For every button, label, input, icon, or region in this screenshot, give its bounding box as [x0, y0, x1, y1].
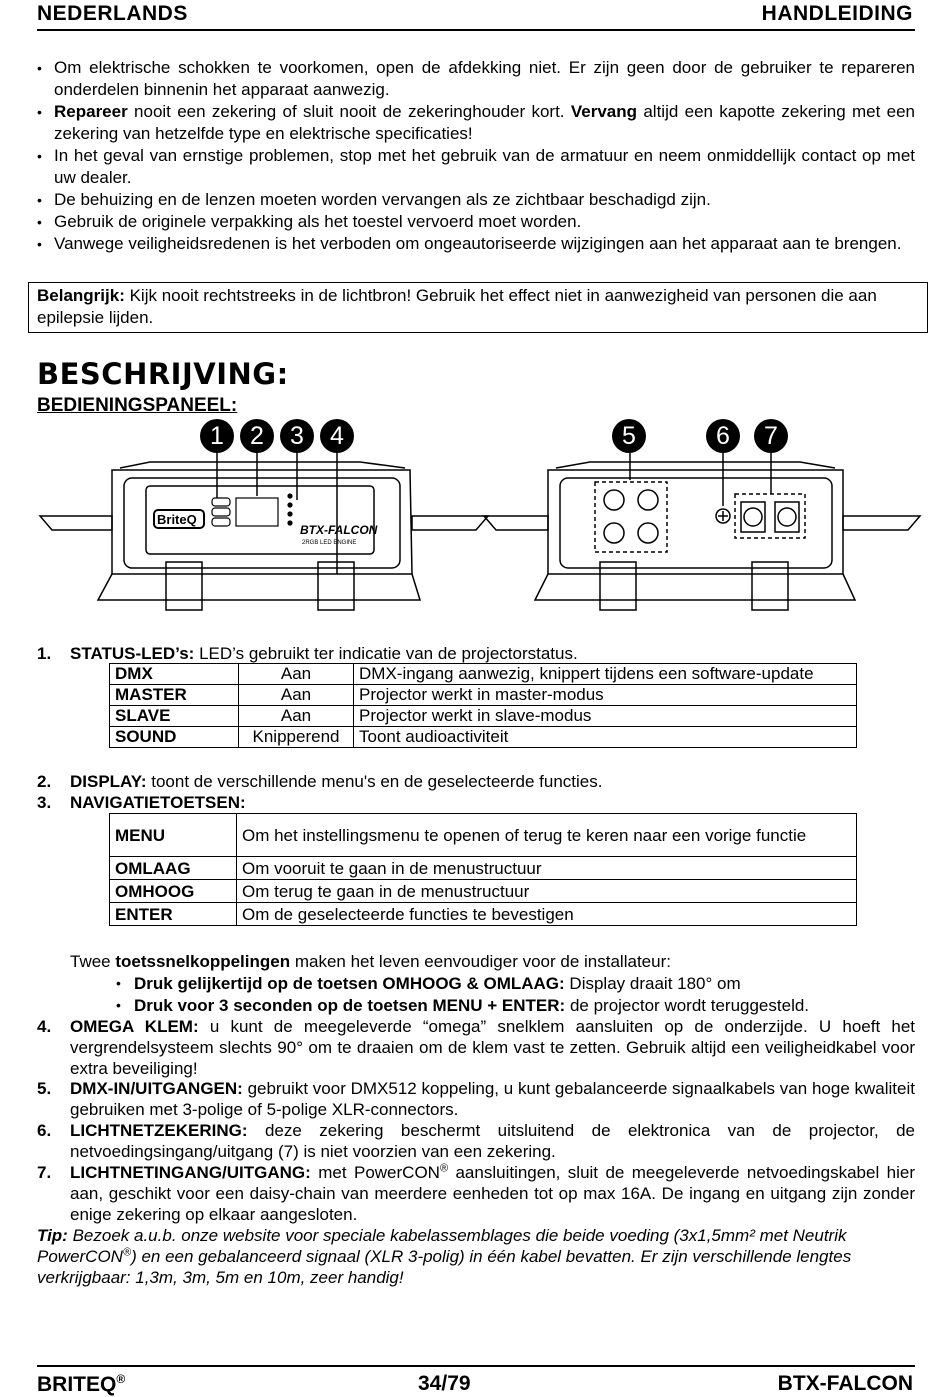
- item-nav-keys: 3. NAVIGATIETOETSEN:: [37, 793, 246, 812]
- item-mains-io: 7. LICHTNETINGANG/UITGANG: met PowerCON® aansluitingen, sluit de meegeleverde netvoedingskabel hier aan, geschikt voor een daisy-chain van meerdere eenheden tot op max 16A. De ingang en uitgang zijn zonder enige zekering op elkaar aangesloten.: [37, 1162, 915, 1224]
- control-panel-diagram: [0, 440, 950, 625]
- shortcuts-intro: Twee toetssnelkoppelingen maken het leven eenvoudiger voor de installateur:: [70, 952, 671, 971]
- footer-rule: [37, 1365, 915, 1367]
- item-omega-clamp: 4. OMEGA KLEM: u kunt de meegeleverde “omega” snelklem aansluiten op de onderzijde. U hoeft het vergrendelsysteem slechts 90° om te draaien om de klem vast te zetten. Gebruik altijd een veiligheidkabel voor extra beveiliging!: [37, 1017, 915, 1078]
- table-row: SOUND Knipperend Toont audioactiviteit: [110, 727, 857, 748]
- status-led-table: [109, 663, 857, 748]
- table-row: MASTER Aan Projector werkt in master-modus: [110, 685, 857, 706]
- item-dmx-io: 5. DMX-IN/UITGANGEN: gebruikt voor DMX512 koppeling, u kunt gebalanceerde signaalkabels van hoge kwaliteit gebruiken met 3-polige of 5-polige XLR-connectors.: [37, 1079, 915, 1119]
- table-row: ENTER Om de geselecteerde functies te bevestigen: [110, 903, 857, 926]
- callout-2: 2: [240, 419, 274, 453]
- callout-6: 6: [706, 419, 740, 453]
- table-row: OMHOOG Om terug te gaan in de menustructuur: [110, 880, 857, 903]
- table-row: DMX Aan DMX-ingang aanwezig, knippert tijdens een software-update: [110, 664, 857, 685]
- header-right: HANDLEIDING: [761, 2, 913, 25]
- model-label: BTX-FALCON: [300, 523, 378, 537]
- header-left: NEDERLANDS: [37, 2, 188, 25]
- section-title: BESCHRIJVING:: [37, 357, 289, 391]
- safety-bullet: • In het geval van ernstige problemen, stop met het gebruik van de armatuur en neem onmiddellijk contact op met uw dealer.: [37, 146, 915, 187]
- model-sub-label: 2RGB LED ENGINE: [302, 540, 357, 546]
- item-mains-fuse: 6. LICHTNETZEKERING: deze zekering beschermt uitsluitend de elektronica van de projector, de netvoedingsingang/uitgang (7) is niet voorzien van een zekering.: [37, 1121, 915, 1161]
- callout-5: 5: [612, 419, 646, 453]
- callout-7: 7: [754, 419, 788, 453]
- callout-1: 1: [200, 419, 234, 453]
- safety-bullet: • Om elektrische schokken te voorkomen, open de afdekking niet. Er zijn geen door de gebruiker te repareren onderdelen binnenin het apparaat aanwezig.: [37, 58, 915, 99]
- header-rule: [37, 29, 915, 31]
- table-row: OMLAAG Om vooruit te gaan in de menustructuur: [110, 857, 857, 880]
- safety-bullet: • De behuizing en de lenzen moeten worden vervangen als ze zichtbaar beschadigd zijn.: [37, 190, 711, 209]
- callout-3: 3: [280, 419, 314, 453]
- warning-text: Kijk nooit rechtstreeks in de lichtbron! Gebruik het effect niet in aanwezigheid van personen die aan epilepsie lijden.: [37, 286, 877, 327]
- item-status-leds: 1. STATUS-LED’s: LED’s gebruikt ter indicatie van de projectorstatus.: [37, 644, 578, 663]
- safety-bullet: • Vanwege veiligheidsredenen is het verboden om ongeautoriseerde wijzigingen aan het apparaat aan te brengen.: [37, 234, 902, 253]
- footer-brand: BRITEQ®: [37, 1372, 126, 1396]
- safety-bullet: • Repareer nooit een zekering of sluit nooit de zekeringhouder kort. Vervang altijd een kapotte zekering met een zekering van hetzelfde type en elektrische specificaties!: [37, 102, 915, 143]
- safety-bullet: • Gebruik de originele verpakking als het toestel vervoerd moet worden.: [37, 212, 582, 231]
- warning-box: [28, 282, 928, 333]
- shortcut-item: • Druk voor 3 seconden op de toetsen MENU + ENTER: de projector wordt teruggesteld.: [116, 996, 810, 1015]
- tip-note: Tip: Bezoek a.u.b. onze website voor speciale kabelassemblages die beide voeding (3x1,5mm² met Neutrik PowerCON®) en een gebalanceerd signaal (XLR 3-polig) in één kabel bevatten. Er zijn verschillende lengtes verkrijgbaar: 1,3m, 3m, 5m en 10m, zeer handig!: [37, 1226, 852, 1287]
- table-row: MENU Om het instellingsmenu te openen of terug te keren naar een vorige functie: [110, 814, 857, 857]
- callout-4: 4: [320, 419, 354, 453]
- item-display: 2. DISPLAY: toont de verschillende menu's en de geselecteerde functies.: [37, 772, 603, 791]
- page-number: 34/79: [418, 1372, 471, 1395]
- warning-label: Belangrijk:: [37, 286, 125, 305]
- shortcut-item: • Druk gelijkertijd op de toetsen OMHOOG & OMLAAG: Display draait 180° om: [116, 974, 741, 993]
- footer-model: BTX-FALCON: [777, 1372, 913, 1395]
- table-row: SLAVE Aan Projector werkt in slave-modus: [110, 706, 857, 727]
- subsection-title: BEDIENINGSPANEEL:: [37, 395, 238, 416]
- brand-logo: BriteQ: [157, 512, 197, 527]
- nav-keys-table: [109, 813, 857, 926]
